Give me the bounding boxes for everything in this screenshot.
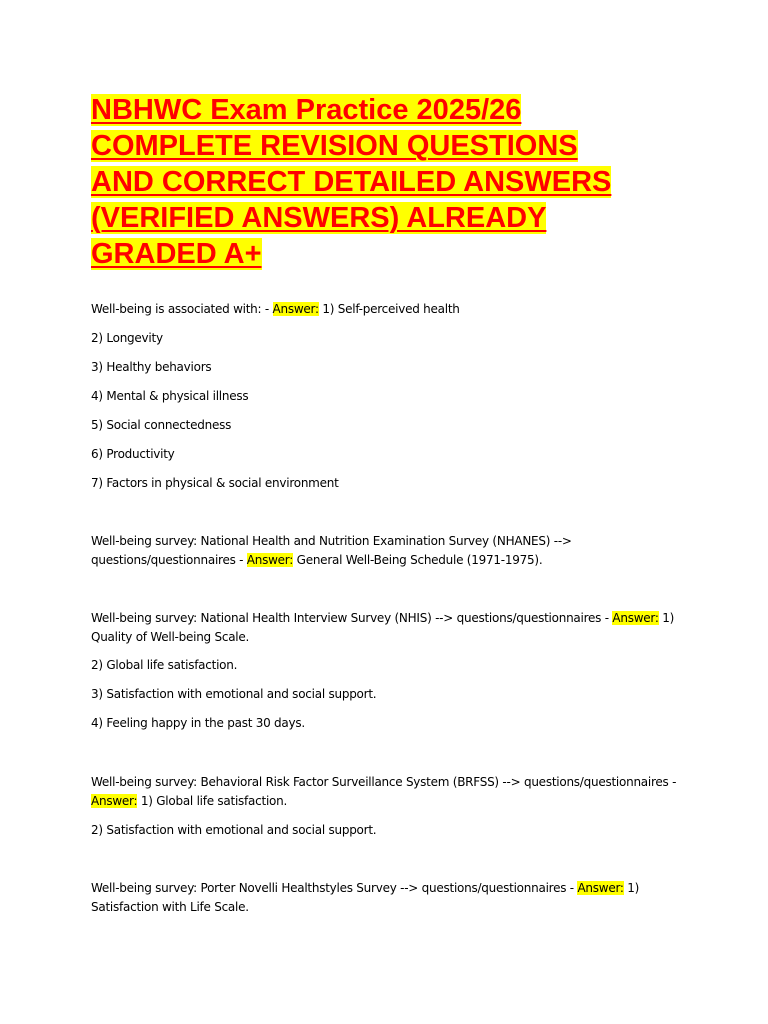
question-1 [91,300,681,319]
answer-text: Quality of Well-being Scale. [91,630,250,644]
title-line: AND CORRECT DETAILED ANSWERS [91,166,612,198]
title-line: (VERIFIED ANSWERS) ALREADY [91,202,547,234]
answer-text: 1) [623,881,640,895]
question-2 [91,532,681,570]
answer-text: General Well-Being Schedule (1971-1975). [293,553,543,567]
answer-label: Answer: [246,553,294,567]
question-text: Well-being survey: Behavioral Risk Factor Surveillance System (BRFSS) --> questions/questionnaires - [91,775,677,789]
answer-label: Answer: [91,794,138,808]
question-text: Well-being survey: Porter Novelli Healthstyles Survey --> questions/questionnaires - [91,881,578,895]
question-5 [91,879,681,917]
answer-item: 3) Healthy behaviors [91,360,212,374]
answer-item: 4) Feeling happy in the past 30 days. [91,716,305,730]
answer-label: Answer: [577,881,624,895]
answer-label: Answer: [612,611,659,625]
answer-item: 3) Satisfaction with emotional and social support. [91,687,377,701]
answer-item: 7) Factors in physical & social environment [91,476,339,490]
document-title [91,92,691,272]
answer-item: 2) Longevity [91,331,163,345]
question-text: Well-being survey: National Health Interview Survey (NHIS) --> questions/questionnaires - [91,611,613,625]
question-text: Well-being survey: National Health and Nutrition Examination Survey (NHANES) --> [91,534,572,548]
title-line: GRADED A+ [91,238,262,270]
answer-item: 5) Social connectedness [91,418,232,432]
answer-text: Satisfaction with Life Scale. [91,900,249,914]
answer-item: 6) Productivity [91,447,175,461]
question-text: Well-being is associated with: - [91,302,273,316]
answer-item: 4) Mental & physical illness [91,389,249,403]
answer-text: 1) Self-perceived health [318,302,460,316]
answer-text: 1) [658,611,675,625]
answer-item: 2) Satisfaction with emotional and social support. [91,823,377,837]
question-4 [91,773,681,811]
title-line: NBHWC Exam Practice 2025/26 [91,94,522,126]
title-line: COMPLETE REVISION QUESTIONS [91,130,578,162]
answer-text: 1) Global life satisfaction. [137,794,288,808]
answer-label: Answer: [272,302,319,316]
answer-item: 2) Global life satisfaction. [91,658,238,672]
question-3 [91,609,681,647]
question-text: questions/questionnaires - [91,553,247,567]
